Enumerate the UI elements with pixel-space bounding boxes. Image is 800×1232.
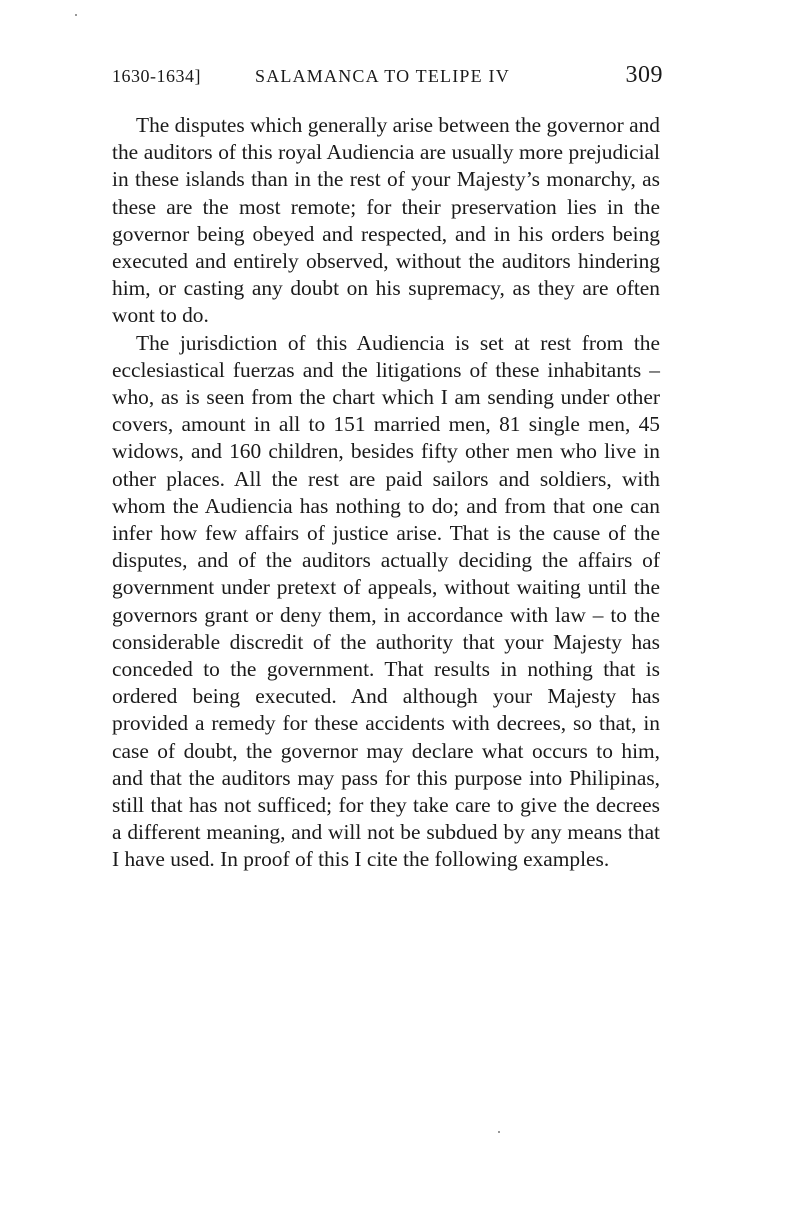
- paragraph: The disputes which generally arise between the governor and the auditors of this royal Audiencia are usually more prejudicial in these islands than in the rest of your Majesty’s monarchy, as these are the most remote; for their preservation lies in the governor being obeyed and respected, and in his orders being executed and entirely observed, without the auditors hindering him, or casting any doubt on his supremacy, as they are often wont to do.: [112, 113, 660, 328]
- body-text: [112, 112, 660, 874]
- running-head: [112, 62, 663, 96]
- paragraph: The jurisdiction of this Audiencia is set at rest from the ecclesiastical fuerzas and the litigations of these inhabitants – who, as is seen from the chart which I am sending under other covers, amount in all to 151 married men, 81 single men, 45 widows, and 160 children, besides fifty other men who live in other places. All the rest are paid sailors and soldiers, with whom the Audiencia has nothing to do; and from that one can infer how few affairs of justice arise. That is the cause of the disputes, and of the auditors actually deciding the affairs of government under pretext of appeals, without waiting until the governors grant or deny them, in accordance with law – to the considerable discredit of the authority that your Majesty has conceded to the government. That results in nothing that is ordered being executed. And although your Majesty has provided a remedy for these accidents with decrees, so that, in case of doubt, the governor may declare what occurs to him, and that the auditors may pass for this purpose into Philipinas, still that has not sufficed; for they take care to give the decrees a different meaning, and will not be subdued by any means that I have used. In proof of this I cite the following examples.: [112, 330, 660, 872]
- scan-speck: [498, 1131, 500, 1133]
- book-page: [112, 62, 663, 874]
- page-number: 309: [625, 62, 663, 88]
- running-head-years: 1630-1634]: [112, 66, 201, 86]
- scan-speck: [75, 14, 77, 16]
- running-head-title: SALAMANCA TO TELIPE IV: [255, 66, 510, 86]
